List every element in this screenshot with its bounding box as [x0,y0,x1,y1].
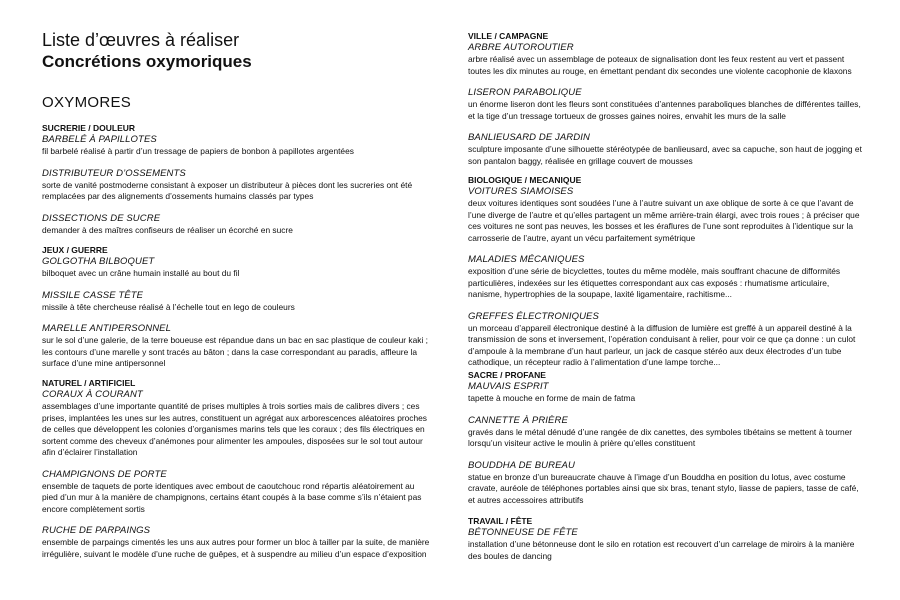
work-title: BOUDDHA DE BUREAU [468,459,575,471]
category-title: JEUX / GUERRE [42,245,108,255]
work-description: demander à des maîtres confiseurs de réaliser un écorché en sucre [42,224,293,235]
doc-title: Liste d’œuvres à réaliser [42,30,240,50]
work-title: CHAMPIGNONS DE PORTE [42,468,167,480]
work-description: fil barbelé réalisé à partir d’un tressage de papiers de bonbon à papillotes argentées [42,146,354,156]
work-title: BARBELÉ À PAPILLOTES [42,134,157,145]
category-title: TRAVAIL / FÊTE [468,516,533,526]
work-title: CORAUX À COURANT [42,389,143,400]
work-item [42,525,430,560]
category-block [42,378,430,560]
work-item [468,87,864,122]
work-title: DISTRIBUTEUR D’OSSEMENTS [42,167,186,179]
work-item [42,134,430,158]
work-item [468,460,864,507]
category-block [42,123,430,236]
category-title: NATUREL / ARTIFICIEL [42,378,136,388]
category-block [468,31,864,167]
work-title: MALADIES MÉCANIQUES [468,254,585,265]
work-title: DISSECTIONS DE SUCRE [42,212,161,224]
work-description: deux voitures identiques sont soudées l’une à l’autre suivant un axe oblique de sorte à ce que l’avant de l’une diverge de l’autre et qu’elles partagent un même arrière-train élargi, avec trois roues ; à préciser que ces voitures ne sont pas neuves, les bosses et les éraflures de l’une sont reproduites à l’identique sur la carrosserie de l’autre, ayant un vécu parfaitement symétrique [468,198,860,243]
work-description: sculpture imposante d’une silhouette stéréotypée de banlieusard, avec sa capuche, son haut de jogging et son pantalon baggy, réalisée en grillage couvert de mousses [468,144,862,166]
work-item [468,311,864,369]
work-description: installation d’une bétonneuse dont le silo en rotation est recouvert d’un carrelage de miroirs à la manière des boules de dancing [468,539,855,561]
category-title: VILLE / CAMPAGNE [468,31,549,41]
work-description: assemblages d’une importante quantité de prises multiples à trois sorties mais de calibres divers ; ces prises, implantées les unes sur les autres, constituent un agrégat aux arborescences aléatoires proches de celles que développent les colonies d’organismes marins tels que les coraux ; des fils électriques en sortent comme des cheveux d’anémones pour alimenter les ampoules, disposées sur le sol tout autour afin d’éclairer l’installation [42,401,427,457]
work-description: ensemble de taquets de porte identiques avec embout de caoutchouc rond répartis aléatoirement au pied d’un mur à la manière de champignons, certains étant coupés à la base comme s’ils n’étaient pas encore complètement sortis [42,480,422,514]
doc-subtitle: Concrétions oxymoriques [42,52,252,71]
work-item [468,42,864,77]
work-title: MARELLE ANTIPERSONNEL [42,323,171,334]
work-item [468,132,864,167]
work-title: GOLGOTHA BILBOQUET [42,256,155,267]
work-item [42,256,430,280]
work-description: un morceau d’appareil électronique destiné à la diffusion de lumière est greffé à un appareil destiné à la transmission de sons et inversement, l’opération conduisant à relier, pour voir ce que ça donne : un culot d’ampoule à la membrane d’un haut parleur, un jack de casque stéréo aux deux électrodes d’un tube cathodique, un récepteur radio à l’alimentation d’une lampe torche... [468,322,856,367]
work-description: statue en bronze d’un bureaucrate chauve à l’image d’un Bouddha en position du lotus, avec costume cravate, auréole de téléphones portables ainsi que six bras, tenant stylo, liasse de papiers, tasse de café, et autres accessoires attributifs [468,471,859,505]
work-item [468,527,864,562]
category-block [42,245,430,370]
work-title: CANNETTE À PRIÈRE [468,414,568,426]
section-heading: OXYMORES [42,94,132,111]
work-title: MAUVAIS ESPRIT [468,381,549,392]
category-block [468,516,864,562]
category-title: SACRE / PROFANE [468,370,546,380]
work-item [42,469,430,516]
category-block [468,370,864,506]
work-description: sur le sol d’une galerie, de la terre boueuse est répandue dans un bac en sac plastique de couleur kaki ; les contours d’une marelle y sont tracés au bâton ; dans la case correspondant au paradis, affleure la surface d’une mine antipersonnel [42,335,428,368]
work-title: RUCHE DE PARPAINGS [42,525,151,536]
work-title: BÉTONNEUSE DE FÊTE [468,527,578,538]
work-item [468,381,864,405]
work-description: gravés dans le métal dénudé d’une rangée de dix canettes, des symboles tibétains se mettent à tourner lorsqu’un visiteur active le moulin à prière qu’elles constituent [468,426,853,448]
work-description: missile à tête chercheuse réalisé à l’échelle tout en lego de couleurs [42,301,295,312]
work-description: bilboquet avec un crâne humain installé au bout du fil [42,268,240,278]
work-item [42,168,430,203]
work-item [42,290,430,314]
work-title: LISERON PARABOLIQUE [468,87,582,98]
work-item [468,415,864,450]
work-item [42,323,430,370]
category-title: SUCRERIE / DOULEUR [42,123,136,133]
work-description: arbre réalisé avec un assemblage de poteaux de signalisation dont les feux restent au vert et passent toutes les dix minutes au rouge, en émettant pendant dix secondes une violente cacophonie de klaxons [468,54,852,76]
work-item [42,213,430,237]
category-block [468,175,864,369]
work-title: ARBRE AUTOROUTIER [468,42,574,53]
work-description: tapette à mouche en forme de main de fatma [468,393,636,403]
work-description: un énorme liseron dont les fleurs sont constituées d’antennes paraboliques blanches de différentes tailles, et la tige d’un tressage tortueux de grosses gaines noires, envahit les murs de la salle [468,99,861,121]
work-title: VOITURES SIAMOISES [468,186,574,197]
work-description: sorte de vanité postmoderne consistant à exposer un distributeur à pièces dont les sucreries ont été remplacées par des alignements d’ossements humains classés par types [42,179,413,201]
work-title: GREFFES ÉLECTRONIQUES [468,310,599,322]
work-item [42,389,430,459]
category-title: BIOLOGIQUE / MECANIQUE [468,175,582,185]
work-description: ensemble de parpaings cimentés les uns aux autres pour former un bloc à tailler par la suite, de manière irrégulière, suivant le modèle d’une ruche de guêpes, et à suspendre au milieu d’un espace d’exposition [42,537,430,559]
work-item [468,186,864,244]
work-title: MISSILE CASSE TÊTE [42,289,144,301]
work-description: exposition d’une série de bicyclettes, toutes du même modèle, mais souffrant chacune de difformités particulières, indexées sur les étiquettes correspondant aux cas exposés : rhumatisme articulaire, nanisme, hypertrophies de la soupape, laxité ligamentaire, rachitisme... [468,266,841,299]
work-title: BANLIEUSARD DE JARDIN [468,132,590,143]
work-item [468,254,864,301]
